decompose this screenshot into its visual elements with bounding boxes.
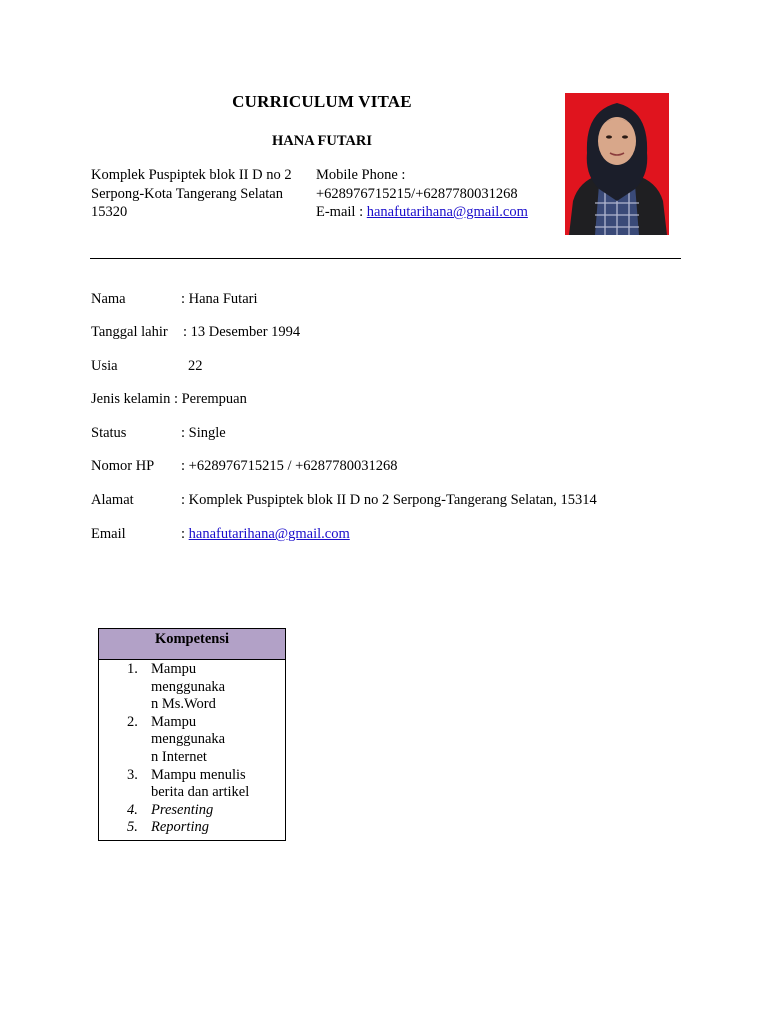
list-text: Mampu menulis bbox=[151, 766, 246, 783]
email-line bbox=[316, 203, 556, 222]
kompetensi-heading: Kompetensi bbox=[99, 629, 285, 660]
cv-title: CURRICULUM VITAE bbox=[232, 92, 412, 111]
mobile-value: +628976715215/+6287780031268 bbox=[316, 185, 518, 202]
list-text: Presenting bbox=[151, 801, 214, 818]
info-label: Nama bbox=[91, 291, 126, 307]
list-text: menggunaka bbox=[151, 731, 226, 748]
address-line: Serpong-Kota Tangerang Selatan bbox=[91, 185, 283, 202]
list-item bbox=[99, 819, 271, 837]
email-link[interactable]: hanafutarihana@gmail.com bbox=[366, 204, 528, 220]
info-row-nama bbox=[91, 291, 258, 308]
info-label: Usia bbox=[91, 358, 118, 374]
list-text: n Ms.Word bbox=[151, 696, 216, 713]
list-text: Mampu bbox=[151, 713, 197, 730]
info-row-usia bbox=[91, 358, 203, 375]
info-value: : +628976715215 / +6287780031268 bbox=[181, 458, 398, 474]
info-value: : Single bbox=[181, 425, 226, 441]
email-label: E-mail : bbox=[316, 204, 367, 220]
info-label: Alamat bbox=[91, 492, 134, 508]
list-number: 3. bbox=[127, 766, 138, 783]
profile-photo bbox=[565, 93, 669, 235]
info-row-status bbox=[91, 425, 226, 442]
info-value: : 13 Desember 1994 bbox=[183, 324, 301, 340]
list-text: menggunaka bbox=[151, 678, 226, 695]
address-line: Komplek Puspiptek blok II D no 2 bbox=[91, 167, 292, 183]
info-label: Jenis kelamin bbox=[91, 391, 171, 407]
email-prefix: : bbox=[181, 526, 189, 542]
info-row-jenis-kelamin bbox=[91, 391, 247, 408]
info-value: : Hana Futari bbox=[181, 291, 258, 307]
list-text: berita dan artikel bbox=[151, 784, 250, 801]
list-number: 1. bbox=[127, 661, 138, 677]
info-row-tanggal-lahir bbox=[91, 324, 300, 341]
cv-name: HANA FUTARI bbox=[271, 133, 373, 149]
info-row-email bbox=[91, 526, 350, 543]
info-value: : Perempuan bbox=[173, 391, 247, 407]
info-label: Tanggal lahir bbox=[91, 324, 168, 340]
list-item bbox=[99, 802, 271, 820]
email-link[interactable]: hanafutarihana@gmail.com bbox=[188, 526, 350, 542]
info-value bbox=[181, 526, 350, 543]
list-text: n Internet bbox=[151, 748, 207, 765]
list-number: 5. bbox=[127, 819, 138, 836]
info-label: Email bbox=[91, 526, 126, 542]
list-item bbox=[99, 661, 271, 714]
info-label: Nomor HP bbox=[91, 458, 155, 474]
info-row-nomor-hp bbox=[91, 458, 398, 475]
kompetensi-table bbox=[98, 628, 286, 841]
list-item bbox=[99, 767, 271, 802]
list-text: Mampu bbox=[151, 661, 197, 677]
profile-photo-image bbox=[565, 93, 669, 235]
list-item bbox=[99, 714, 271, 767]
info-value: 22 bbox=[188, 358, 203, 374]
info-value: : Komplek Puspiptek blok II D no 2 Serpong-Tangerang Selatan, 15314 bbox=[181, 492, 597, 508]
info-row-alamat bbox=[91, 492, 597, 509]
info-label: Status bbox=[91, 425, 127, 441]
address-line: 15320 bbox=[91, 204, 128, 220]
header-address bbox=[91, 166, 311, 222]
list-number: 2. bbox=[127, 713, 138, 730]
divider-line bbox=[90, 258, 681, 259]
list-text: Reporting bbox=[151, 819, 209, 836]
mobile-label: Mobile Phone : bbox=[316, 167, 406, 183]
header-contact bbox=[316, 166, 556, 222]
list-number: 4. bbox=[127, 801, 138, 818]
kompetensi-list bbox=[99, 660, 285, 837]
